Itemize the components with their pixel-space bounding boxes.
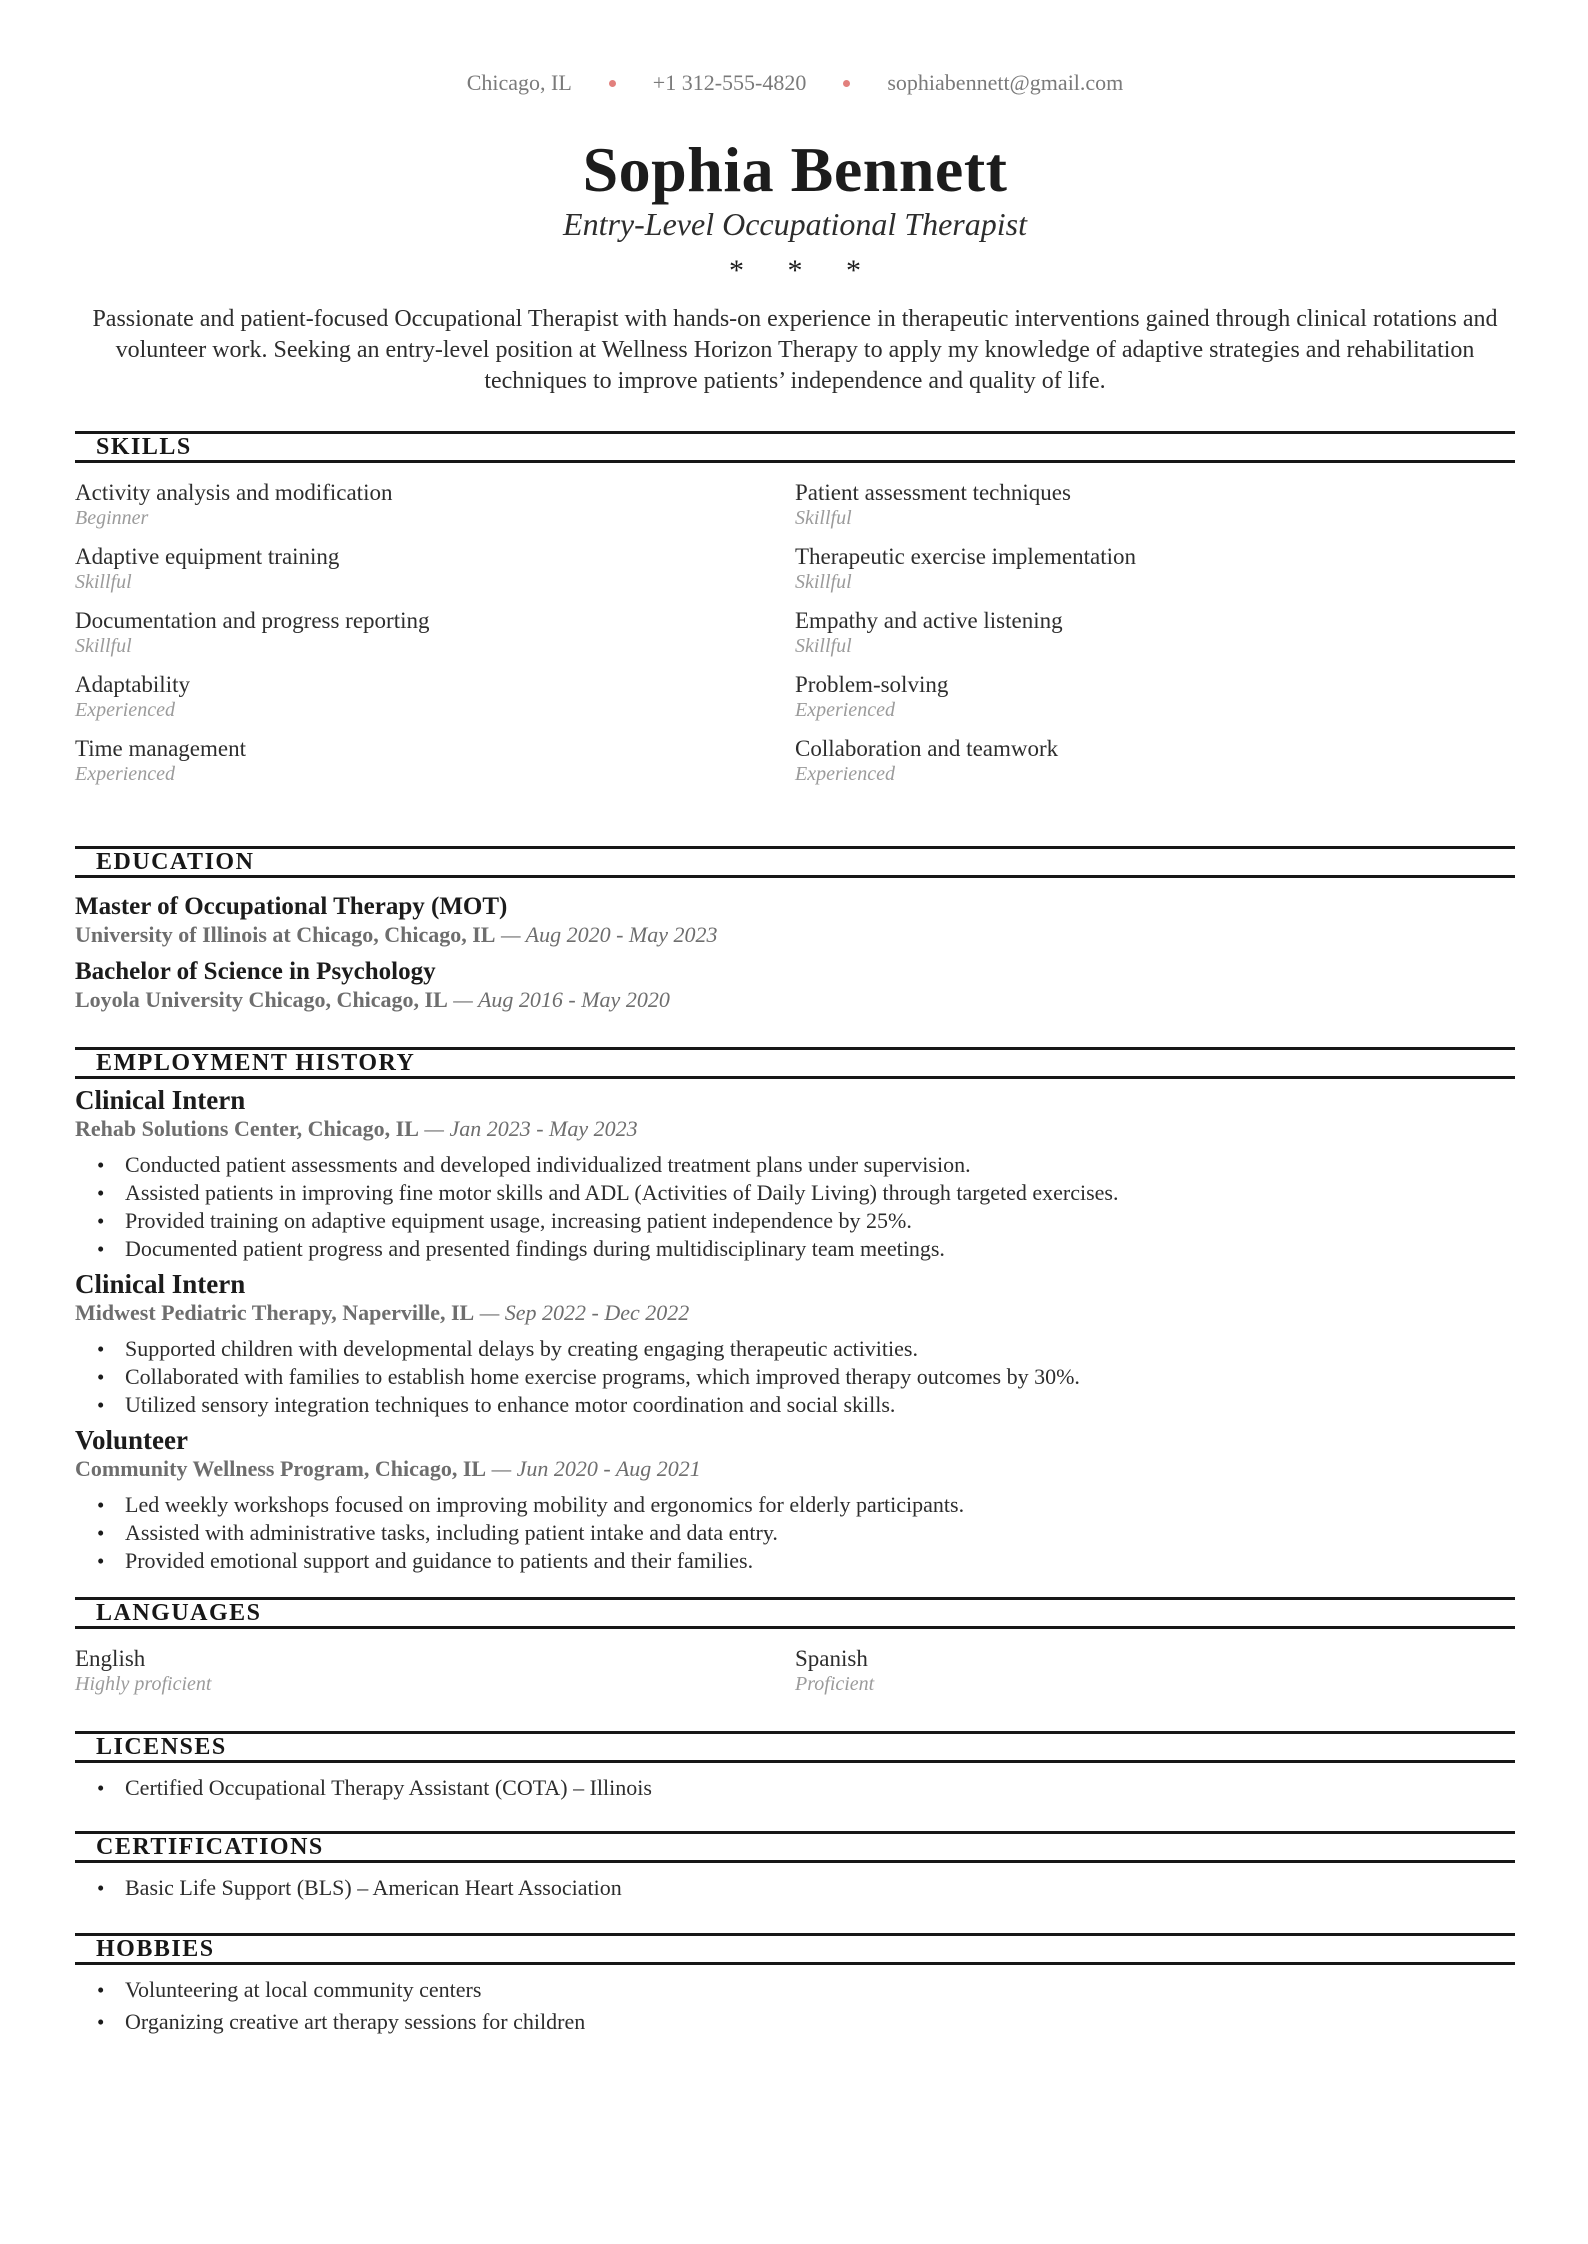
- certification-item: • Basic Life Support (BLS) – American Heart Association: [125, 1873, 1515, 1903]
- section-heading-hobbies: HOBBIES: [75, 1933, 1515, 1965]
- job-bullet: • Assisted with administrative tasks, including patient intake and data entry.: [125, 1519, 1515, 1547]
- job-meta: [75, 1300, 1515, 1326]
- job-bullet: • Conducted patient assessments and developed individualized treatment plans under supervision.: [125, 1151, 1515, 1179]
- job-bullet: • Provided emotional support and guidance to patients and their families.: [125, 1547, 1515, 1575]
- job-bullet-list: [75, 1491, 1515, 1575]
- job-dates: — Jun 2020 - Aug 2021: [491, 1456, 701, 1481]
- license-list: [75, 1773, 1515, 1803]
- institution-name: Loyola University Chicago, Chicago, IL: [75, 987, 448, 1012]
- section-heading-certifications: CERTIFICATIONS: [75, 1831, 1515, 1863]
- job-meta: [75, 1456, 1515, 1482]
- job-bullet-list: [75, 1335, 1515, 1419]
- section-licenses: [75, 1731, 1515, 1803]
- skill-item: [795, 479, 1515, 530]
- language-item: [75, 1645, 795, 1696]
- language-name: English: [75, 1646, 146, 1671]
- skill-item: [75, 671, 795, 722]
- languages-grid: [75, 1629, 1515, 1709]
- education-list: [75, 878, 1515, 1013]
- skill-name: Time management: [75, 736, 246, 761]
- skill-name: Activity analysis and modification: [75, 480, 393, 505]
- candidate-title: Entry-Level Occupational Therapist: [563, 206, 1027, 242]
- candidate-name: Sophia Bennett: [582, 134, 1008, 205]
- contact-phone: +1 312-555-4820: [652, 70, 807, 95]
- job-entry: [75, 1425, 1515, 1575]
- job-entry: [75, 1269, 1515, 1419]
- skill-name: Adaptive equipment training: [75, 544, 340, 569]
- education-item: [75, 957, 1515, 1013]
- skill-name: Documentation and progress reporting: [75, 608, 430, 633]
- section-employment-history: [75, 1047, 1515, 1575]
- skill-level: Skillful: [795, 635, 852, 657]
- job-bullet-list: [75, 1151, 1515, 1263]
- resume-header: [75, 70, 1515, 397]
- degree-title: Bachelor of Science in Psychology: [75, 958, 436, 985]
- skill-item: [75, 735, 795, 786]
- job-bullet: • Led weekly workshops focused on improving mobility and ergonomics for elderly participants.: [125, 1491, 1515, 1519]
- section-hobbies: [75, 1933, 1515, 2037]
- job-title: Clinical Intern: [75, 1085, 246, 1115]
- job-title: Clinical Intern: [75, 1269, 246, 1299]
- skill-level: Experienced: [75, 699, 175, 721]
- hobby-item: • Organizing creative art therapy sessions for children: [125, 2007, 1515, 2037]
- section-education: [75, 846, 1515, 1013]
- skill-item: [795, 607, 1515, 658]
- skill-level: Skillful: [795, 507, 852, 529]
- skill-item: [75, 479, 795, 530]
- language-level: Proficient: [795, 1673, 875, 1695]
- job-bullet: • Supported children with developmental delays by creating engaging therapeutic activities.: [125, 1335, 1515, 1363]
- skill-item: [75, 607, 795, 658]
- license-item: • Certified Occupational Therapy Assistant (COTA) – Illinois: [125, 1773, 1515, 1803]
- skill-level: Skillful: [795, 571, 852, 593]
- hobby-list: [75, 1975, 1515, 2037]
- section-heading-languages: LANGUAGES: [75, 1597, 1515, 1629]
- education-meta: [75, 922, 1515, 948]
- company-name: Rehab Solutions Center, Chicago, IL: [75, 1116, 419, 1141]
- skill-level: Skillful: [75, 635, 132, 657]
- job-bullet: • Collaborated with families to establish home exercise programs, which improved therapy outcomes by 30%.: [125, 1363, 1515, 1391]
- job-dates: — Sep 2022 - Dec 2022: [479, 1300, 690, 1325]
- skill-level: Beginner: [75, 507, 149, 529]
- education-meta: [75, 987, 1515, 1013]
- skills-grid: [75, 463, 1515, 799]
- hobby-item: • Volunteering at local community centers: [125, 1975, 1515, 2005]
- job-entry: [75, 1085, 1515, 1263]
- skill-name: Adaptability: [75, 672, 190, 697]
- institution-name: University of Illinois at Chicago, Chicago, IL: [75, 922, 496, 947]
- skill-level: Experienced: [795, 763, 895, 785]
- company-name: Midwest Pediatric Therapy, Naperville, IL: [75, 1300, 475, 1325]
- skill-level: Experienced: [795, 699, 895, 721]
- skill-name: Therapeutic exercise implementation: [795, 544, 1137, 569]
- contact-row: [75, 70, 1515, 96]
- education-dates: — Aug 2020 - May 2023: [500, 922, 718, 947]
- section-heading-licenses: LICENSES: [75, 1731, 1515, 1763]
- separator-dot-icon: [843, 80, 850, 87]
- skill-item: [795, 671, 1515, 722]
- job-bullet: • Documented patient progress and presented findings during multidisciplinary team meetings.: [125, 1235, 1515, 1263]
- contact-location: Chicago, IL: [466, 70, 572, 95]
- skill-item: [795, 735, 1515, 786]
- section-heading-employment: EMPLOYMENT HISTORY: [75, 1047, 1515, 1079]
- degree-title: Master of Occupational Therapy (MOT): [75, 893, 508, 920]
- asterisk-ornament: * * *: [729, 254, 879, 287]
- skill-level: Experienced: [75, 763, 175, 785]
- section-heading-education: EDUCATION: [75, 846, 1515, 878]
- contact-email: sophiabennett@gmail.com: [887, 70, 1124, 95]
- certification-list: [75, 1873, 1515, 1903]
- language-name: Spanish: [795, 1646, 868, 1671]
- separator-dot-icon: [609, 80, 616, 87]
- company-name: Community Wellness Program, Chicago, IL: [75, 1456, 487, 1481]
- language-item: [795, 1645, 1515, 1696]
- summary-text: Passionate and patient-focused Occupational Therapist with hands-on experience in therapeutic interventions gained through clinical rotations and volunteer work. Seeking an entry-level position at Wellness Horizon Therapy to apply my knowledge of adaptive strategies and rehabilitation techniques to improve patients’ independence and quality of life.: [92, 306, 1498, 394]
- skill-name: Problem-solving: [795, 672, 949, 697]
- skill-name: Empathy and active listening: [795, 608, 1063, 633]
- job-dates: — Jan 2023 - May 2023: [424, 1116, 638, 1141]
- education-dates: — Aug 2016 - May 2020: [453, 987, 670, 1012]
- job-bullet: • Utilized sensory integration techniques to enhance motor coordination and social skills.: [125, 1391, 1515, 1419]
- skill-item: [75, 543, 795, 594]
- education-item: [75, 892, 1515, 948]
- skill-item: [795, 543, 1515, 594]
- section-certifications: [75, 1831, 1515, 1903]
- section-languages: [75, 1597, 1515, 1709]
- skill-level: Skillful: [75, 571, 132, 593]
- section-skills: [75, 431, 1515, 799]
- language-level: Highly proficient: [75, 1673, 212, 1695]
- skill-name: Patient assessment techniques: [795, 480, 1071, 505]
- job-meta: [75, 1116, 1515, 1142]
- section-heading-skills: SKILLS: [75, 431, 1515, 463]
- job-bullet: • Assisted patients in improving fine motor skills and ADL (Activities of Daily Living) through targeted exercises.: [125, 1179, 1515, 1207]
- job-title: Volunteer: [75, 1425, 188, 1455]
- job-bullet: • Provided training on adaptive equipment usage, increasing patient independence by 25%.: [125, 1207, 1515, 1235]
- skill-name: Collaboration and teamwork: [795, 736, 1059, 761]
